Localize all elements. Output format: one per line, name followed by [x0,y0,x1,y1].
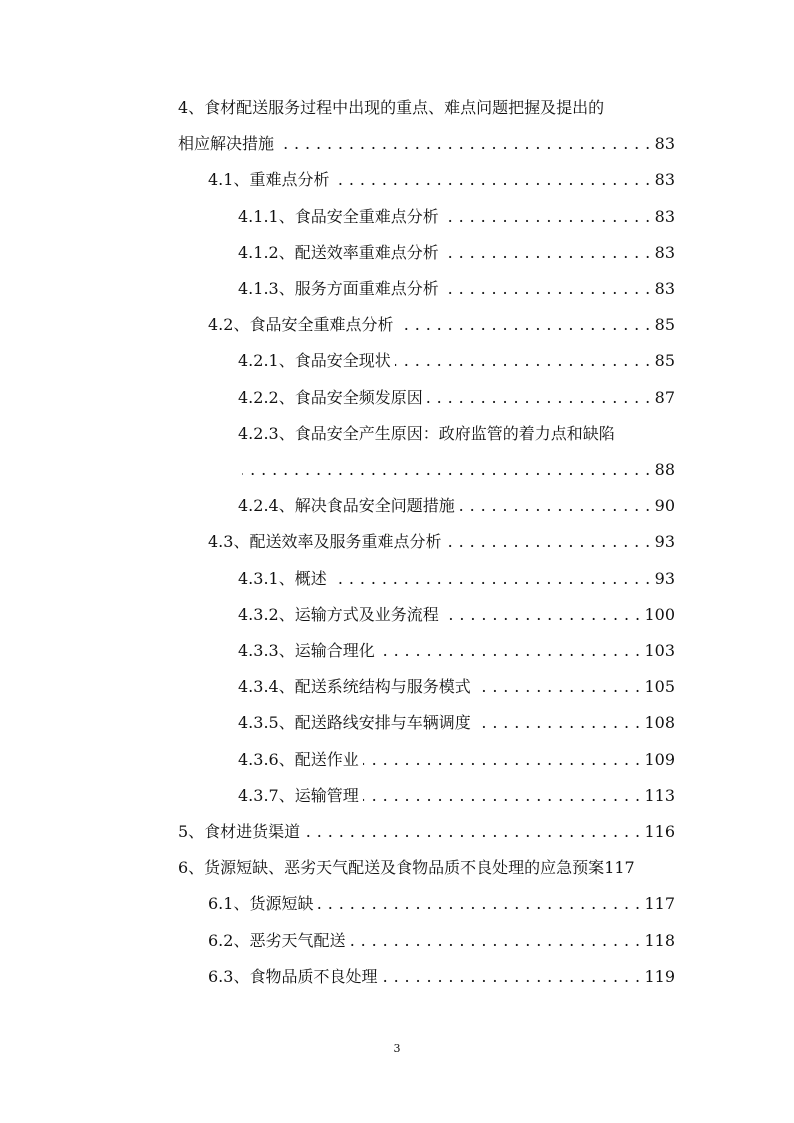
toc-entry-page: 90 [654,496,675,516]
toc-entry-page: 117 [604,858,635,878]
toc-entry[interactable] [178,126,675,162]
toc-entry-title: 4.1.3、服务方面重难点分析 [238,279,439,298]
toc-entry-title: 4.1.2、配送效率重难点分析 [238,242,439,262]
toc-entry[interactable] [238,235,675,271]
toc-entry-title: 6.3、食物品质不良处理 [208,966,378,986]
toc-entry-title: 4、食材配送服务过程中出现的重点、难点问题把握及提出的 [178,98,605,117]
toc-entry[interactable] [238,271,675,307]
toc-entry[interactable] [208,162,675,198]
toc-entry[interactable] [238,669,675,705]
dot-leader [475,669,641,705]
toc-entry-page: 93 [654,532,675,552]
toc-entry-page: 103 [644,641,675,660]
dot-leader [459,488,651,524]
toc-entry-title: 5、食材进货渠道 [178,822,301,841]
toc-entry-title: 4.2.2、食品安全频发原因 [238,387,423,407]
toc-entry[interactable] [238,633,675,669]
toc-entry-title: 4.2.4、解决食品安全问题措施 [238,496,455,516]
toc-entry-title: 4.3、配送效率及服务重难点分析 [208,532,442,552]
toc-entry[interactable] [238,488,675,524]
toc-entry[interactable] [208,524,675,560]
dot-leader [317,886,640,922]
toc-entry[interactable] [208,959,675,995]
toc-entry[interactable] [208,923,675,959]
dot-leader [363,742,641,778]
toc-entry-page: 83 [654,279,675,298]
toc-entry[interactable] [238,705,675,741]
toc-entry[interactable] [238,343,675,379]
toc-entry-page: 85 [654,315,675,335]
toc-entry-page: 83 [654,206,675,226]
toc-entry[interactable] [178,850,703,886]
toc-entry-title: 6.2、恶劣天气配送 [208,930,346,950]
toc-entry[interactable] [208,307,675,343]
toc-entry-page: 85 [654,351,675,371]
toc-entry-page: 117 [644,894,675,914]
toc-entry[interactable] [178,814,675,850]
dot-leader [304,814,640,850]
toc-entry-title: 4.1、重难点分析 [208,170,330,190]
dot-leader [443,235,651,271]
toc-entry-page: 83 [654,242,675,262]
toc-entry-page: 116 [644,822,675,841]
toc-entry-title: 相应解决措施 [178,134,275,154]
toc-entry-title: 4.3.3、运输合理化 [238,641,375,660]
toc-entry[interactable] [238,561,675,597]
dot-leader [475,705,641,741]
toc-entry-page: 119 [644,966,675,986]
toc-entry[interactable] [238,597,675,633]
toc-entry[interactable] [238,416,675,452]
toc-entry[interactable] [238,199,675,235]
toc-entry[interactable] [208,886,675,922]
toc-entry-page: 83 [654,170,675,190]
toc-entry-page: 83 [654,134,675,154]
dot-leader [242,452,651,488]
toc-entry-page: 108 [644,713,675,733]
dot-leader [443,597,641,633]
toc-entry[interactable] [238,742,675,778]
dot-leader [331,561,651,597]
dot-leader [443,271,651,307]
dot-leader [363,778,641,814]
dot-leader [349,923,640,959]
toc-entry[interactable] [238,380,675,416]
dot-leader [395,343,651,379]
dot-leader [445,524,650,560]
dot-leader [381,959,640,995]
toc-entry-title: 6.1、货源短缺 [208,894,314,914]
toc-entry-page: 109 [644,749,675,769]
dot-leader [443,199,651,235]
toc-entry[interactable] [238,778,675,814]
toc-entry[interactable] [238,452,675,488]
toc-entry-page: 113 [644,785,675,805]
toc-entry-page: 88 [654,460,675,479]
dot-leader [278,126,651,162]
page-number: 3 [393,1042,401,1055]
toc-entry-title: 4.2、食品安全重难点分析 [208,315,394,335]
toc-entry-title: 4.1.1、食品安全重难点分析 [238,206,439,226]
toc-entry-title: 4.3.4、配送系统结构与服务模式 [238,677,471,697]
dot-leader [427,380,651,416]
toc-entry-page: 118 [644,930,675,950]
toc-entry-title: 4.3.1、概述 [238,568,327,588]
toc-entry[interactable] [178,90,675,126]
toc-entry-title: 4.3.2、运输方式及业务流程 [238,604,439,624]
dot-leader [379,633,641,669]
toc-entry-title: 4.2.1、食品安全现状 [238,351,391,371]
toc-entry-title: 4.2.3、食品安全产生原因：政府监管的着力点和缺陷 [238,423,615,443]
toc-entry-title: 6、货源短缺、恶劣天气配送及食物品质不良处理的应急预案 [178,858,605,878]
dot-leader [333,162,650,198]
toc-entry-page: 93 [654,568,675,588]
toc-entry-title: 4.3.7、运输管理 [238,785,359,805]
toc-entry-title: 4.3.6、配送作业 [238,749,359,769]
toc-entry-page: 105 [644,677,675,697]
toc-entry-page: 100 [644,604,675,624]
toc-entry-page: 87 [654,387,675,407]
toc-entry-title: 4.3.5、配送路线安排与车辆调度 [238,713,471,733]
dot-leader [397,307,650,343]
